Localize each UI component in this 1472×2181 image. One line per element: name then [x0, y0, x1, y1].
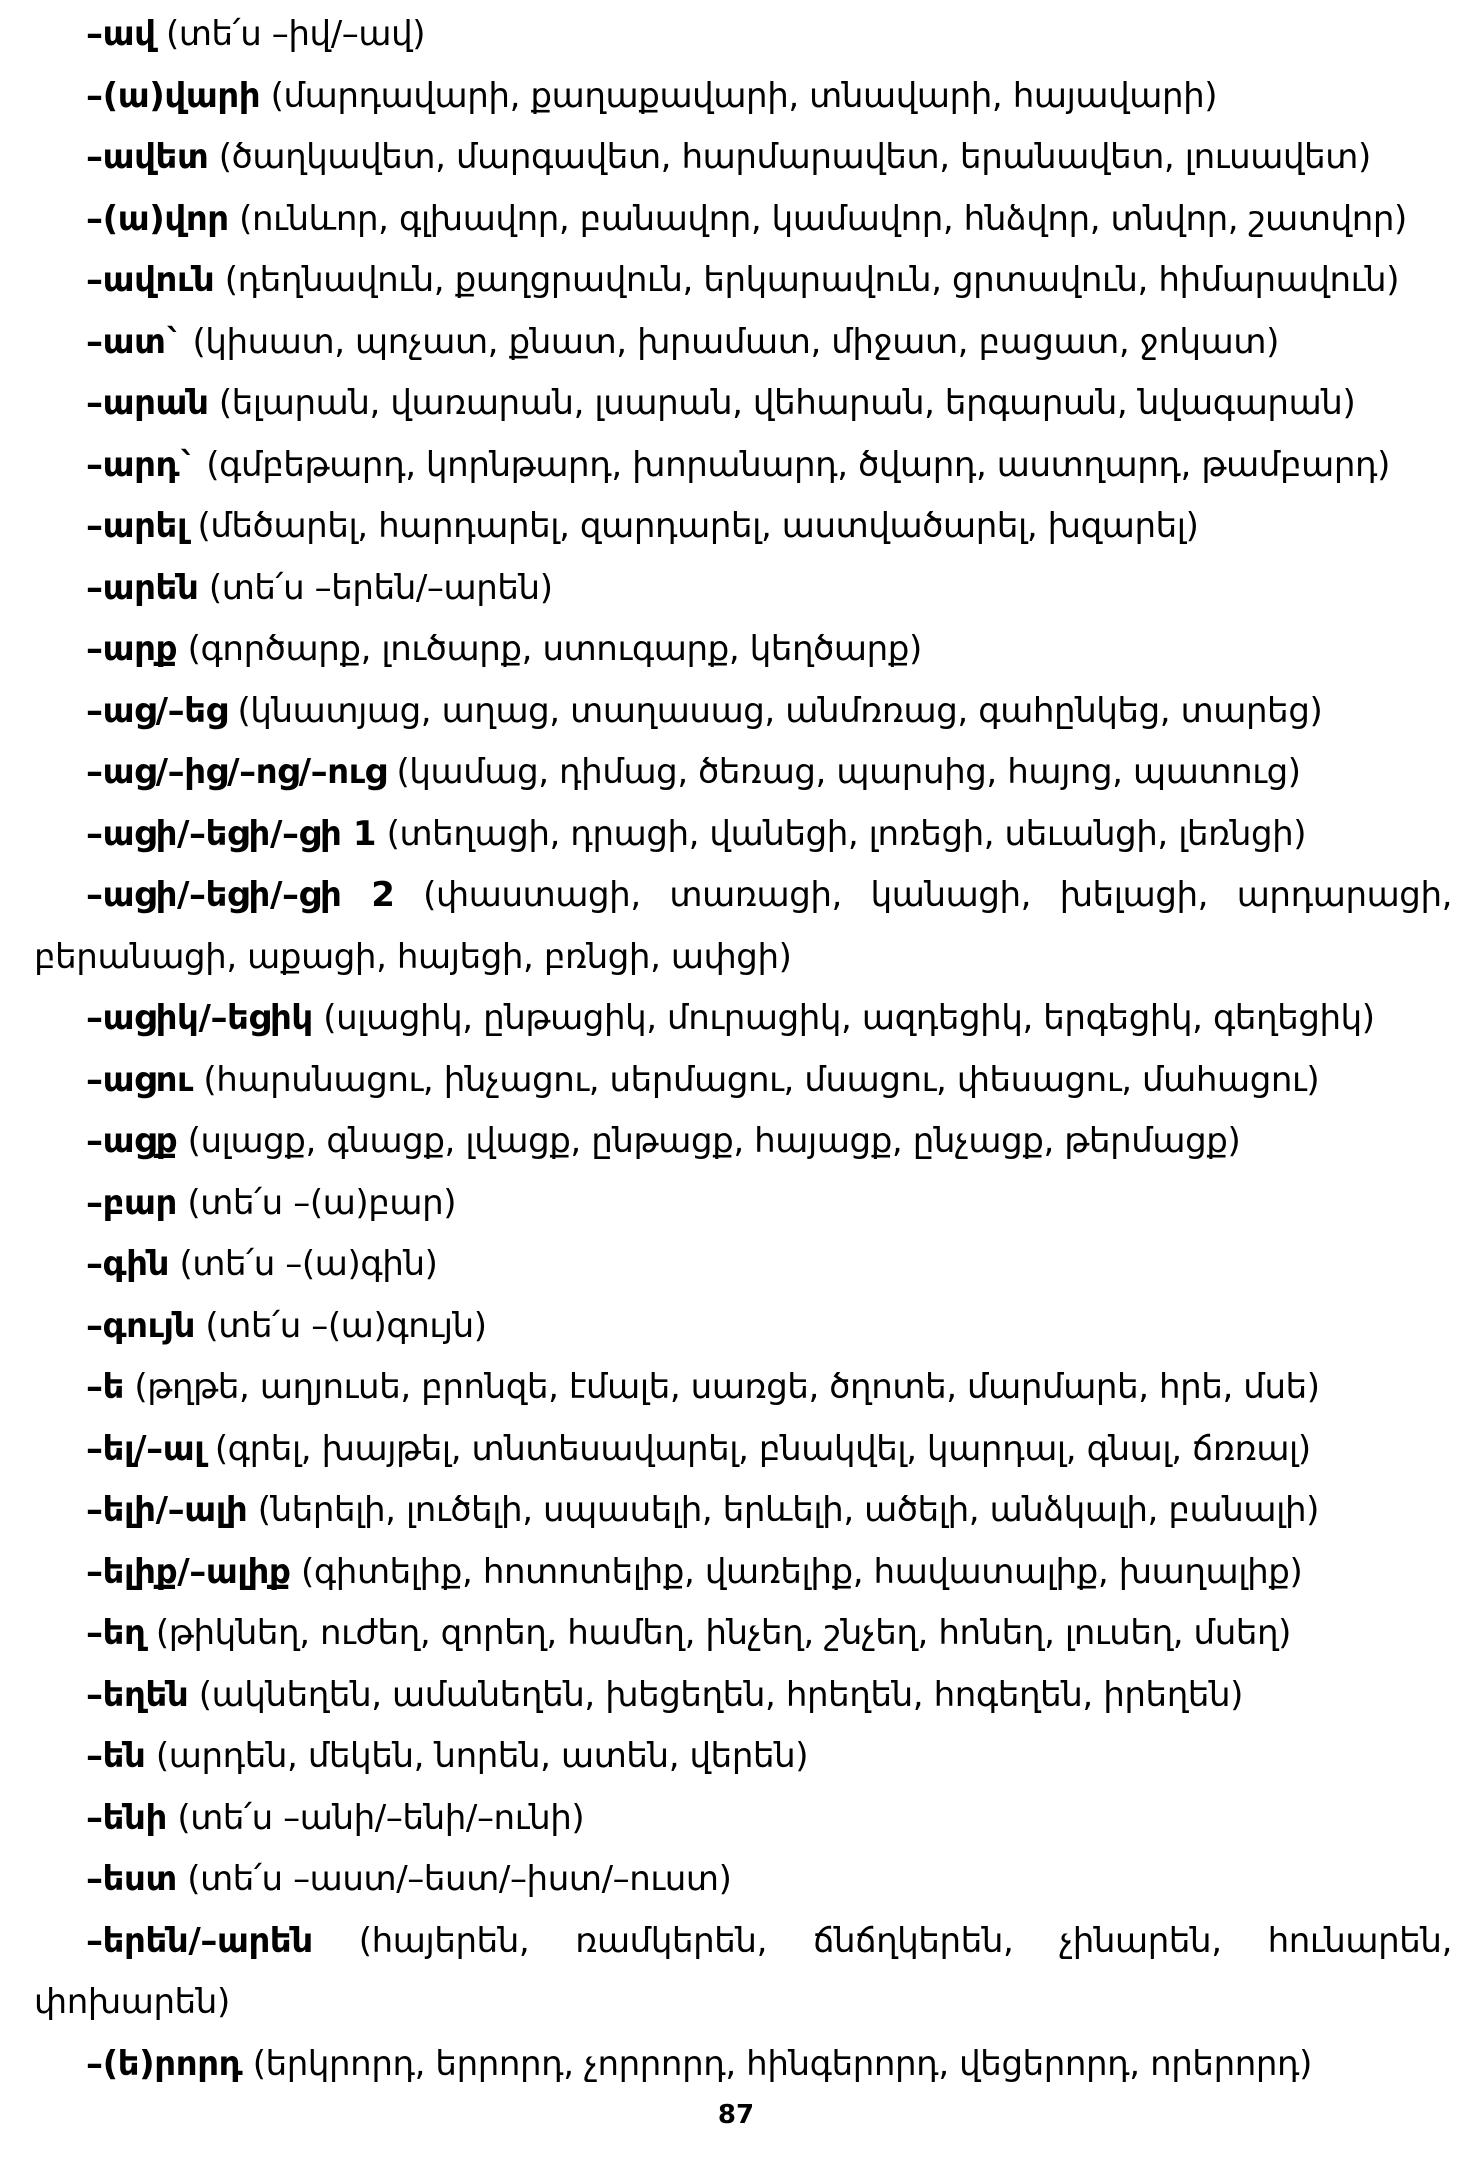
entry-examples: (երկրորդ, երրորդ, չորրորդ, հինգերորդ, վեցերորդ, որերորդ)	[242, 2043, 1313, 2084]
entry	[34, 1419, 1452, 1481]
entry-examples: (մեծարել, հարդարել, զարդարել, աստվածարել, խզարել)	[187, 506, 1199, 546]
entry	[34, 66, 1452, 128]
entry	[34, 1173, 1452, 1235]
entry-examples: (ելարան, վառարան, լսարան, վեհարան, երգարան, նվագարան)	[208, 383, 1356, 423]
entry-suffix: –արդ`	[86, 444, 196, 485]
entry	[34, 1357, 1452, 1419]
entry	[34, 681, 1452, 743]
entry-suffix: –(ա)վոր	[86, 198, 229, 239]
entry-examples: (տե՛ս –երեն/–արեն)	[198, 567, 553, 608]
entry-suffix: –բար	[86, 1182, 177, 1223]
entry	[34, 1111, 1452, 1173]
entry-examples: (սլացք, գնացք, լվացք, ընթացք, հայացք, ընչացք, թերմացք)	[177, 1121, 1241, 1161]
entry-examples: (սլացիկ, ընթացիկ, մուրացիկ, ազդեցիկ, երգեցիկ, գեղեցիկ)	[312, 998, 1375, 1038]
entry	[34, 558, 1452, 620]
entry	[34, 865, 1452, 988]
entry-examples: (թիկնեղ, ուժեղ, զորեղ, համեղ, ինչեղ, շնչեղ, հոնեղ, լուսեղ, մսեղ)	[145, 1613, 1292, 1653]
entry-examples: (տեղացի, դրացի, վանեցի, լոռեցի, սեւանցի, լեռնցի)	[376, 813, 1307, 854]
entry-examples: (տե՛ս –աստ/–եստ/–իստ/–ուստ)	[176, 1859, 732, 1899]
entry	[34, 1480, 1452, 1542]
entry	[34, 4, 1452, 66]
entry-suffix: –ե	[86, 1367, 125, 1407]
entry-suffix: –աց/–եց	[86, 690, 228, 731]
entry	[34, 804, 1452, 866]
entry-examples: (տե՛ս –իվ/–ավ)	[155, 14, 426, 54]
entry-suffix: –ելիք/–ալիք	[86, 1551, 291, 1592]
entry-examples: (դեղնավուն, քաղցրավուն, երկարավուն, ցրտավուն, հիմարավուն)	[214, 260, 1400, 300]
entry-suffix: –արան	[86, 383, 209, 423]
entry-examples: (հարսնացու, ինչացու, սերմացու, մսացու, փեսացու, մահացու)	[192, 1059, 1320, 1100]
entry	[34, 1849, 1452, 1911]
entry	[34, 2034, 1452, 2096]
entry-examples: (տե՛ս –(ա)գին)	[169, 1244, 438, 1284]
entry-examples: (տե՛ս –(ա)բար)	[176, 1182, 457, 1223]
entry-examples: (գիտելիք, հոտոտելիք, վառելիք, հավատալիք, խաղալիք)	[290, 1551, 1303, 1592]
entry-suffix: –(ե)րորդ	[86, 2043, 243, 2084]
entry-suffix: –արեն	[86, 567, 199, 608]
entry-suffix: –ացի/–եցի/–ցի 2	[86, 875, 395, 915]
entry	[34, 1911, 1452, 2034]
entry-suffix: –եղ	[86, 1613, 146, 1653]
entry-suffix: –եստ	[86, 1859, 177, 1899]
entry	[34, 250, 1452, 312]
entry	[34, 435, 1452, 497]
entry-examples: (արդեն, մեկեն, նորեն, ատեն, վերեն)	[145, 1736, 809, 1776]
entry-examples: (ծաղկավետ, մարգավետ, հարմարավետ, երանավետ, լուսավետ)	[208, 137, 1371, 177]
entry-examples: (գրել, խայթել, տնտեսավարել, բնակվել, կարդալ, գնալ, ճռռալ)	[204, 1428, 1311, 1469]
entry-examples: (մարդավարի, քաղաքավարի, տնավարի, հայավարի)	[260, 75, 1218, 116]
entry-suffix: –(ա)վարի	[86, 75, 261, 116]
entry	[34, 619, 1452, 681]
entry-examples: (կնատյաց, աղաց, տաղասաց, անմռռաց, գահընկեց, տարեց)	[227, 690, 1323, 731]
entry	[34, 1050, 1452, 1112]
entry-suffix: –ացիկ/–եցիկ	[86, 998, 313, 1038]
entry	[34, 1788, 1452, 1850]
entry	[34, 742, 1452, 804]
entry-suffix: –ացու	[86, 1059, 193, 1100]
entry-suffix: –արք	[86, 629, 178, 669]
entry-suffix: –ենի	[86, 1797, 167, 1838]
entry-examples: (տե՛ս –(ա)գույն)	[195, 1305, 487, 1346]
entry-suffix: –ավուն	[86, 260, 215, 300]
entry	[34, 1665, 1452, 1727]
entry-suffix: –աց/–ից/–ոց/–ուց	[86, 752, 387, 792]
entry-suffix: –ավ	[86, 14, 156, 54]
entry-suffix: –ատ`	[86, 321, 183, 362]
entry	[34, 127, 1452, 189]
entry-suffix: –եղեն	[86, 1674, 189, 1715]
entry-suffix: –ացք	[86, 1121, 178, 1161]
dictionary-page	[34, 4, 1452, 2095]
entry-suffix: –ավետ	[86, 137, 209, 177]
entry-examples: (թղթե, աղյուսե, բրոնզե, էմալե, սառցե, ծղոտե, մարմարե, հրե, մսե)	[124, 1367, 1320, 1407]
entry-examples: (տե՛ս –անի/–ենի/–ունի)	[166, 1797, 585, 1838]
entry-examples: (ունևոր, գլխավոր, բանավոր, կամավոր, հնձվոր, տնվոր, շատվոր)	[228, 198, 1407, 239]
entry-examples: (կամաց, դիմաց, ծեռաց, պարսից, հայոց, պատուց)	[386, 752, 1301, 792]
page-number: 87	[717, 2100, 755, 2130]
entry-examples: (փաստացի, տառացի, կանացի, խելացի, արդարացի, բերանացի, աքացի, հայեցի, բռնցի, ափցի)	[34, 875, 1452, 977]
entry	[34, 1603, 1452, 1665]
entry-examples: (հայերեն, ռամկերեն, ճնճղկերեն, չինարեն, հունարեն, փոխարեն)	[34, 1920, 1452, 2022]
entry-suffix: –գին	[86, 1244, 170, 1284]
entry-examples: (ակնեղեն, ամանեղեն, խեցեղեն, հրեղեն, հոգեղեն, իրեղեն)	[188, 1674, 1244, 1715]
entry	[34, 1726, 1452, 1788]
entry-suffix: –ել/–ալ	[86, 1428, 205, 1469]
entry	[34, 373, 1452, 435]
entry-suffix: –երեն/–արեն	[86, 1920, 313, 1961]
entry-examples: (կիսատ, պոչատ, քնատ, խրամատ, միջատ, բացատ, ջոկատ)	[182, 321, 1279, 362]
entry	[34, 1296, 1452, 1358]
entry-examples: (գմբեթարդ, կորնթարդ, խորանարդ, ծվարդ, աստղարդ, թամբարդ)	[195, 444, 1390, 485]
entry-examples: (գործարք, լուծարք, ստուգարք, կեղծարք)	[177, 629, 922, 669]
entry-suffix: –արել	[86, 506, 188, 546]
entry-suffix: –գույն	[86, 1305, 196, 1346]
entry	[34, 1542, 1452, 1604]
entry	[34, 988, 1452, 1050]
entry	[34, 1234, 1452, 1296]
entry-suffix: –ելի/–ալի	[86, 1490, 248, 1530]
entry-suffix: –ացի/–եցի/–ցի 1	[86, 813, 377, 854]
entry	[34, 496, 1452, 558]
entry-examples: (ներելի, լուծելի, սպասելի, երևելի, ածելի, անձկալի, բանալի)	[247, 1490, 1319, 1530]
entry-suffix: –են	[86, 1736, 146, 1776]
entry	[34, 189, 1452, 251]
entry	[34, 312, 1452, 374]
